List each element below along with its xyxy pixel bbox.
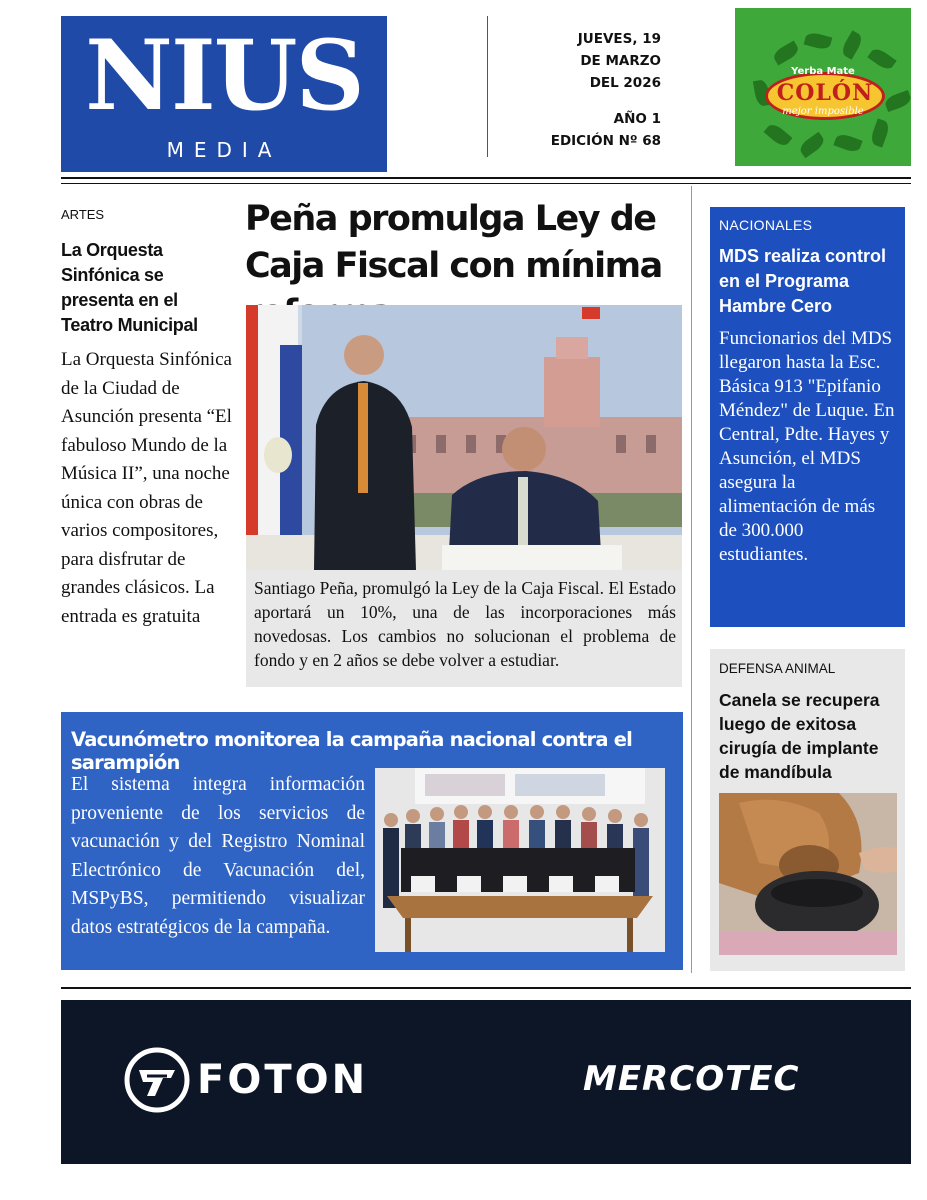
main-headline[interactable]: Peña promulga Ley de Caja Fiscal con mínima xyxy=(245,199,662,286)
foton-wordmark: FOTON xyxy=(197,1057,369,1103)
header-rule xyxy=(61,177,911,179)
presidential-signing-photo xyxy=(246,305,682,570)
nacionales-headline[interactable]: MDS realiza control en el Programa Hambre Cero xyxy=(719,246,887,316)
ad-top-tagline: mejor imposible xyxy=(782,106,864,117)
header-divider xyxy=(487,16,488,157)
ad-top-brand: COLÓN xyxy=(776,80,874,106)
leaf-icon xyxy=(797,132,826,158)
date-line-2: DE MARZO xyxy=(580,53,661,69)
mercotec-wordmark: MERCOTEC xyxy=(583,1059,800,1099)
nius-media-logo[interactable] xyxy=(61,16,387,172)
defensa-category: DEFENSA ANIMAL xyxy=(719,661,836,676)
defensa-headline[interactable]: Canela se recupera luego de exitosa cirugía de implante de mandíbula xyxy=(719,690,880,782)
dog-eating-photo xyxy=(719,793,897,955)
vacunometro-box xyxy=(61,712,683,970)
ad-top-label: Yerba Mate xyxy=(791,66,855,77)
header-rule-thin xyxy=(61,183,911,184)
leaf-icon xyxy=(771,40,801,65)
logo-sub-text: MEDIA xyxy=(166,138,282,162)
bottom-rule xyxy=(61,987,911,989)
health-ministry-group-photo xyxy=(375,768,665,952)
ad-yerba-colon[interactable] xyxy=(735,8,911,166)
column-divider xyxy=(691,186,692,973)
logo-main-text: NIUS xyxy=(85,19,363,132)
vacunometro-body: El sistema integra información proveniente de los servicios de vacunación y del Registro Nominal Electrónico de Vacunación del, MSPyBS, permitiendo visualizar datos estratégicos de la campaña. xyxy=(71,774,365,938)
leaf-icon xyxy=(839,30,864,60)
main-story-photo[interactable] xyxy=(246,305,682,570)
date-line-3: DEL 2026 xyxy=(589,75,661,91)
ad-foton-mercotec[interactable] xyxy=(61,1000,911,1164)
arts-body: La Orquesta Sinfónica de la Ciudad de Asunción presenta “El fabuloso Mundo de la Música II”, una noche única con obras de varios compositores, para disfrutar de grandes clásicos. La entrada es gratuita xyxy=(61,349,232,627)
edition-number: EDICIÓN Nº 68 xyxy=(550,133,661,149)
foton-emblem-icon xyxy=(123,1046,191,1114)
main-photo-caption: Santiago Peña, promulgó la Ley de la Caja Fiscal. El Estado aportará un 10%, una de las incorporaciones más novedosas. Los cambios no solucionan el problema de fondo y en 2 años se debe volver a estudiar. xyxy=(246,570,682,687)
leaf-icon xyxy=(804,31,833,51)
arts-headline[interactable]: La Orquesta Sinfónica se presenta en el Teatro Municipal xyxy=(61,240,198,335)
vacunometro-photo[interactable] xyxy=(375,768,665,952)
arts-category: ARTES xyxy=(61,207,105,222)
edition-info xyxy=(520,28,661,152)
year-label: AÑO 1 xyxy=(613,111,661,127)
leaf-icon xyxy=(764,121,793,148)
dog-photo[interactable] xyxy=(719,793,897,955)
nacionales-category: NACIONALES xyxy=(719,217,813,233)
nacionales-box xyxy=(710,207,905,627)
leaf-icon xyxy=(833,132,862,154)
vacunometro-headline[interactable]: Vacunómetro monitorea la campaña nacional contra el sarampión xyxy=(71,728,633,774)
leaf-icon xyxy=(869,118,891,147)
date-line-1: JUEVES, 19 xyxy=(577,31,661,47)
nacionales-body: Funcionarios del MDS llegaron hasta la Esc. Básica 913 "Epifanio Méndez" de Luque. En Central, Pdte. Hayes y Asunción, el MDS asegura la alimentación de más de 300.000 estudiantes. xyxy=(719,328,895,565)
